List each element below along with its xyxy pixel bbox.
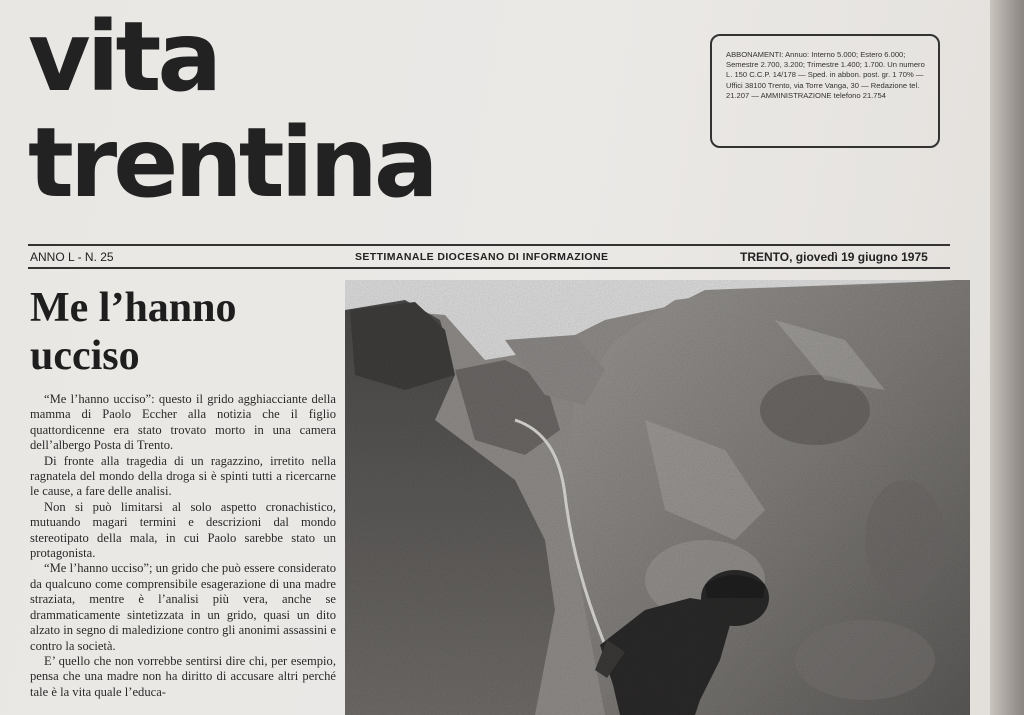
article-headline bbox=[30, 284, 340, 380]
article-photo-climber-on-rock bbox=[345, 280, 970, 715]
article-paragraph: E’ quello che non vorrebbe sentirsi dire chi, per esempio, pensa che una madre non ha diritto di accusare altri perché tale è la vita quale l’educa- bbox=[30, 653, 336, 699]
issue-number: ANNO L - N. 25 bbox=[30, 250, 114, 264]
masthead-title-line1: vita bbox=[28, 1, 219, 113]
masthead-title-line2: trentina bbox=[28, 107, 435, 219]
article-body bbox=[30, 392, 336, 715]
headline-line1: Me l’hanno bbox=[30, 285, 237, 331]
article-paragraph: “Me l’hanno ucciso”; un grido che può essere considerato da qualcuno come comprensibile esagerazione di una madre straziata, mentre è l’analisi più vera, anche se drammaticamente sintetizzata in un grido, quasi un dito alzato in segno di maledizione contro gli anonimi assassini e contro la società. bbox=[30, 561, 336, 653]
subscription-info-box bbox=[710, 34, 940, 148]
article-paragraph: Non si può limitarsi al solo aspetto cronachistico, mutuando magari termini e descrizioni dal mondo stereotipato della mala, in cui Paolo sarebbe stato un protagonista. bbox=[30, 499, 336, 561]
headline-line2: ucciso bbox=[30, 333, 140, 379]
page-edge-binding bbox=[990, 0, 1024, 715]
photo-illustration bbox=[345, 280, 970, 715]
article-paragraph: Di fronte alla tragedia di un ragazzino, irretito nella ragnatela del mondo della droga si è spinti tutti a ricercarne le cause, a fare delle analisi. bbox=[30, 453, 336, 499]
dateline-top-rule bbox=[28, 244, 950, 246]
subscription-text: ABBONAMENTI: Annuo: Interno 5.000; Estero 6.000; Semestre 2.700, 3.200; Trimestre 1.400; 1.700. Un numero L. 150 C.C.P. 14/178 — Sped. in abbon. post. gr. 1 70% — Uffici 38100 Trento, via Torre Vanga, 30 — Redazione tel. 21.207 — AMMINISTRAZIONE telefono 21.754 bbox=[726, 50, 925, 100]
article-paragraph: “Me l’hanno ucciso”: questo il grido agghiacciante della mamma di Paolo Eccher alla notizia che il figlio quattordicenne era stato trovato morto in una camera dell’albergo Posta di Trento. bbox=[30, 392, 336, 453]
publication-subtitle: SETTIMANALE DIOCESANO DI INFORMAZIONE bbox=[355, 251, 609, 263]
publication-date: TRENTO, giovedì 19 giugno 1975 bbox=[740, 250, 928, 264]
dateline-bottom-rule bbox=[28, 267, 950, 269]
